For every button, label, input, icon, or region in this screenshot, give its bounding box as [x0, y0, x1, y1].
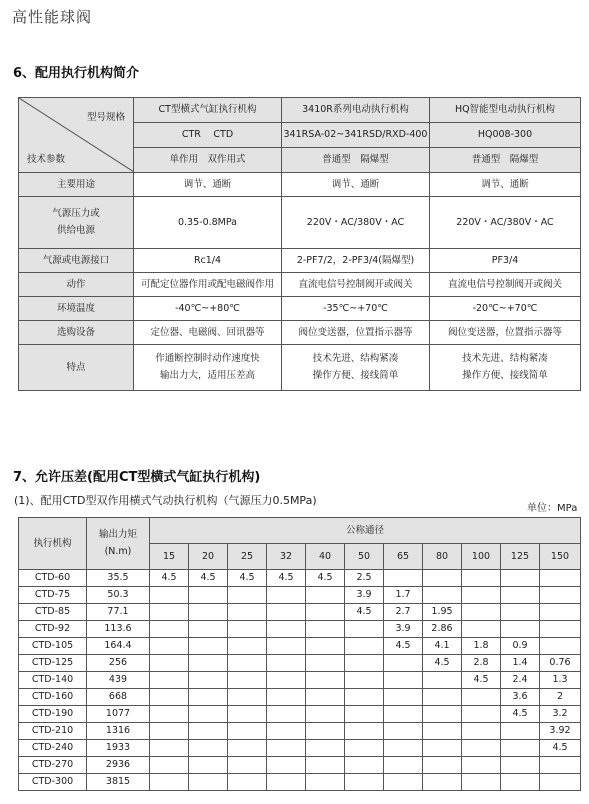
pressure-value: 4.5: [345, 604, 384, 621]
pressure-value: 3.6: [501, 689, 540, 706]
row-label: [19, 197, 134, 249]
pressure-value: [150, 604, 189, 621]
dn-header: 25: [228, 544, 267, 570]
pressure-value: [306, 706, 345, 723]
table-row: [19, 672, 581, 689]
pressure-value: [423, 689, 462, 706]
pressure-value: [228, 655, 267, 672]
pressure-value: [267, 740, 306, 757]
pressure-value: [306, 723, 345, 740]
table-cell: [430, 173, 581, 197]
pressure-value: [501, 774, 540, 791]
cell-line: 阀位变送器，位置指示器等: [298, 326, 413, 338]
table-cell: [430, 249, 581, 273]
pressure-value: [228, 672, 267, 689]
cell-line: 220V・AC/380V・AC: [456, 216, 554, 228]
pressure-value: [150, 757, 189, 774]
pressure-value: [540, 621, 581, 638]
cell-line: 操作方便、接线简单: [462, 370, 548, 381]
cell-line: 直流电信号控制阀开或阀关: [298, 278, 413, 290]
pressure-value: [228, 587, 267, 604]
header-mode: 普通型 隔爆型: [282, 147, 429, 172]
dn-header: 50: [345, 544, 384, 570]
table-cell: [134, 173, 282, 197]
pressure-value: [228, 621, 267, 638]
torque-value: 439: [87, 672, 150, 689]
header-model: HQ008-300: [430, 122, 580, 147]
pressure-value: 2.8: [462, 655, 501, 672]
pressure-value: [150, 723, 189, 740]
pressure-value: [306, 604, 345, 621]
actuator-model: CTD-140: [19, 672, 87, 689]
pressure-value: [462, 689, 501, 706]
pressure-value: [345, 757, 384, 774]
pressure-value: 4.5: [150, 570, 189, 587]
pressure-value: 3.9: [384, 621, 423, 638]
actuator-model: CTD-105: [19, 638, 87, 655]
actuator-model: CTD-240: [19, 740, 87, 757]
pressure-value: [384, 774, 423, 791]
header-type: HQ智能型电动执行机构: [454, 104, 556, 116]
cell-line: Rc1/4: [193, 254, 222, 266]
pressure-value: [384, 689, 423, 706]
table-row: [19, 570, 581, 587]
section7-title: 7、允许压差(配用CT型横式气缸执行机构): [13, 470, 261, 485]
pressure-value: [228, 604, 267, 621]
pressure-value: 4.5: [540, 740, 581, 757]
pressure-value: [189, 723, 228, 740]
pressure-value: [462, 621, 501, 638]
dn-header: 15: [150, 544, 189, 570]
torque-value: 77.1: [87, 604, 150, 621]
pressure-value: [267, 706, 306, 723]
cell-line: 气源压力或: [52, 208, 100, 220]
unit-label: 单位：MPa: [527, 503, 578, 514]
pressure-value: [345, 706, 384, 723]
torque-value: 1077: [87, 706, 150, 723]
pressure-value: 3.2: [540, 706, 581, 723]
torque-value: 35.5: [87, 570, 150, 587]
page-header-title: 高性能球阀: [12, 8, 93, 26]
cell-line: 动作: [66, 278, 86, 290]
torque-value: 1933: [87, 740, 150, 757]
table-cell: [134, 321, 282, 345]
pressure-value: [345, 638, 384, 655]
cell-line: 供给电源: [56, 225, 95, 236]
table-row: [19, 706, 581, 723]
actuator-column-header: [282, 98, 430, 173]
pressure-value: 2.5: [345, 570, 384, 587]
corner-cell: [19, 98, 134, 173]
pressure-value: [384, 570, 423, 587]
row-label: [19, 297, 134, 321]
pressure-value: [306, 672, 345, 689]
dn-header: 20: [189, 544, 228, 570]
pressure-value: [189, 706, 228, 723]
pressure-value: [423, 740, 462, 757]
pressure-value: [150, 621, 189, 638]
table-cell: [430, 197, 581, 249]
pressure-value: 1.4: [501, 655, 540, 672]
pressure-value: 4.5: [462, 672, 501, 689]
pressure-value: [306, 774, 345, 791]
pressure-value: [540, 570, 581, 587]
row-label: [19, 321, 134, 345]
actuator-model: CTD-60: [19, 570, 87, 587]
pressure-value: [267, 723, 306, 740]
actuator-header: 执行机构: [19, 518, 87, 570]
table-cell: [134, 273, 282, 297]
table-cell: [430, 273, 581, 297]
pressure-value: [306, 587, 345, 604]
cell-line: 可配定位器作用或配电磁阀作用: [140, 278, 274, 290]
table-cell: [282, 273, 430, 297]
dn-header: 80: [423, 544, 462, 570]
torque-value: 3815: [87, 774, 150, 791]
pressure-value: [189, 757, 228, 774]
table-row: [19, 587, 581, 604]
cell-line: 技术先进、结构紧凑: [462, 353, 548, 365]
cell-line: 定位器、电磁阀、回讯器等: [150, 326, 265, 338]
section7-subtitle: (1)、配用CTD型双作用横式气动执行机构（气源压力0.5MPa): [14, 494, 317, 507]
cell-line: 作通断控制时动作速度快: [155, 353, 260, 365]
actuator-model: CTD-125: [19, 655, 87, 672]
header-mode: 单作用 双作用式: [134, 147, 281, 172]
header-mode: 普通型 隔爆型: [430, 147, 580, 172]
pressure-value: [540, 638, 581, 655]
table-row: [19, 655, 581, 672]
table-row: [19, 273, 581, 297]
table-row: [19, 345, 581, 391]
pressure-value: [150, 689, 189, 706]
pressure-value: [501, 621, 540, 638]
pressure-value: [501, 723, 540, 740]
pressure-value: [423, 757, 462, 774]
table-row: [19, 638, 581, 655]
pressure-value: [540, 604, 581, 621]
cell-line: 选购设备: [56, 326, 95, 338]
row-label: [19, 173, 134, 197]
pressure-value: 4.5: [228, 570, 267, 587]
pressure-value: [267, 689, 306, 706]
pressure-value: [423, 587, 462, 604]
pressure-value: [501, 604, 540, 621]
table-cell: [134, 197, 282, 249]
table-cell: [282, 345, 430, 391]
table-cell: [282, 297, 430, 321]
torque-value: 113.6: [87, 621, 150, 638]
corner-top-label: 型号规格: [86, 112, 125, 123]
pressure-value: [462, 723, 501, 740]
pressure-value: [306, 689, 345, 706]
torque-value: 256: [87, 655, 150, 672]
pressure-value: [462, 757, 501, 774]
cell-line: 主要用途: [56, 178, 95, 190]
table-cell: [430, 345, 581, 391]
pressure-value: 1.8: [462, 638, 501, 655]
pressure-value: [501, 757, 540, 774]
pressure-value: [189, 604, 228, 621]
header-stack: [430, 98, 580, 172]
cell-line: 技术先进、结构紧凑: [312, 353, 399, 365]
pressure-value: [228, 757, 267, 774]
pressure-value: [345, 621, 384, 638]
pressure-diff-table: [18, 517, 581, 791]
pressure-value: [228, 740, 267, 757]
pressure-value: [540, 587, 581, 604]
pressure-value: [267, 655, 306, 672]
pressure-value: [462, 604, 501, 621]
pressure-value: [462, 570, 501, 587]
actuator-model: CTD-85: [19, 604, 87, 621]
pressure-value: [228, 638, 267, 655]
table-cell: [430, 321, 581, 345]
pressure-value: [501, 587, 540, 604]
cell-line: 0.35-0.8MPa: [177, 216, 237, 228]
table-cell: [282, 321, 430, 345]
pressure-value: [345, 774, 384, 791]
actuator-model: CTD-160: [19, 689, 87, 706]
cell-line: 2-PF7/2，2-PF3/4(隔爆型): [296, 254, 415, 266]
pressure-value: [462, 706, 501, 723]
pressure-value: [384, 757, 423, 774]
dn-header: 65: [384, 544, 423, 570]
cell-line: 调节、通断: [481, 178, 529, 190]
cell-line: -20℃~+70℃: [472, 302, 538, 314]
pressure-value: [189, 740, 228, 757]
pressure-value: 2.86: [423, 621, 462, 638]
torque-value: 2936: [87, 757, 150, 774]
table-header-row: [19, 518, 581, 544]
pressure-value: 1.7: [384, 587, 423, 604]
cell-line: 阀位变送器，位置指示器等: [447, 326, 562, 338]
torque-value: 1316: [87, 723, 150, 740]
pressure-value: 1.95: [423, 604, 462, 621]
pressure-value: [501, 740, 540, 757]
table-header-row: [19, 98, 581, 173]
table-cell: [134, 249, 282, 273]
table-row: [19, 249, 581, 273]
pressure-value: [267, 604, 306, 621]
cell-line: -40℃~+80℃: [175, 302, 240, 314]
pressure-value: [189, 655, 228, 672]
pressure-value: [267, 638, 306, 655]
table-cell: [282, 197, 430, 249]
section6-title: 6、配用执行机构简介: [13, 66, 140, 81]
pressure-value: [267, 757, 306, 774]
pressure-value: [150, 655, 189, 672]
pressure-value: [306, 655, 345, 672]
corner-bottom-label: 技术参数: [27, 154, 66, 166]
pressure-value: [384, 706, 423, 723]
pressure-value: 4.5: [423, 655, 462, 672]
dn-header: 125: [501, 544, 540, 570]
header-model: CTR CTD: [134, 122, 281, 147]
cell-line: 220V・AC/380V・AC: [306, 216, 405, 228]
cell-line: 调节、通断: [331, 178, 380, 190]
row-label: [19, 273, 134, 297]
pressure-value: 4.5: [384, 638, 423, 655]
header-stack: [282, 98, 429, 172]
table-row: [19, 774, 581, 791]
table-row: [19, 723, 581, 740]
pressure-value: [189, 774, 228, 791]
pressure-value: [423, 723, 462, 740]
table-row: [19, 604, 581, 621]
table-row: [19, 740, 581, 757]
pressure-value: [150, 587, 189, 604]
torque-value: 50.3: [87, 587, 150, 604]
table-cell: [134, 297, 282, 321]
pressure-value: [228, 689, 267, 706]
pressure-value: [462, 774, 501, 791]
pressure-value: [345, 689, 384, 706]
header-model: 341RSA-02~341RSD/RXD-400: [282, 122, 429, 147]
pressure-value: [423, 706, 462, 723]
table-row: [19, 173, 581, 197]
cell-line: 操作方便、接线简单: [312, 370, 399, 381]
torque-value: 164.4: [87, 638, 150, 655]
pressure-value: [423, 774, 462, 791]
pressure-value: [267, 774, 306, 791]
actuator-column-header: [430, 98, 581, 173]
pressure-value: [228, 723, 267, 740]
pressure-value: [189, 672, 228, 689]
row-label: [19, 345, 134, 391]
table-row: [19, 621, 581, 638]
pressure-value: [306, 757, 345, 774]
table-row: [19, 757, 581, 774]
cell-line: 环境温度: [56, 302, 95, 314]
pressure-value: [345, 655, 384, 672]
pressure-value: [150, 706, 189, 723]
pressure-value: [423, 672, 462, 689]
pressure-value: [345, 723, 384, 740]
pressure-value: [150, 774, 189, 791]
pressure-value: 4.5: [267, 570, 306, 587]
pressure-value: [189, 689, 228, 706]
pressure-value: 4.1: [423, 638, 462, 655]
pressure-value: [540, 774, 581, 791]
table-row: [19, 297, 581, 321]
pressure-value: 4.5: [189, 570, 228, 587]
pressure-value: [384, 723, 423, 740]
cell-line: 输出力矩: [98, 529, 137, 541]
dn-header: 32: [267, 544, 306, 570]
cell-line: 输出力大，适用压差高: [159, 370, 255, 381]
torque-value: 668: [87, 689, 150, 706]
pressure-value: [150, 740, 189, 757]
pressure-value: 4.5: [306, 570, 345, 587]
pressure-value: [462, 587, 501, 604]
cell-line: PF3/4: [491, 254, 519, 266]
actuator-column-header: [134, 98, 282, 173]
pressure-value: [306, 740, 345, 757]
pressure-value: 3.9: [345, 587, 384, 604]
cell-line: 气源或电源接口: [42, 254, 110, 266]
actuator-model: CTD-92: [19, 621, 87, 638]
actuator-model: CTD-300: [19, 774, 87, 791]
header-stack: [134, 98, 281, 172]
torque-header: [87, 518, 150, 570]
pressure-value: [189, 621, 228, 638]
table-cell: [430, 297, 581, 321]
table-row: [19, 197, 581, 249]
dn-header: 150: [540, 544, 581, 570]
table-row: [19, 321, 581, 345]
pressure-value: [423, 570, 462, 587]
cell-line: 特点: [66, 361, 86, 373]
nominal-diameter-header: 公称通径: [150, 518, 581, 544]
cell-line: 调节、通断: [183, 178, 232, 190]
pressure-value: 0.9: [501, 638, 540, 655]
table-row: [19, 689, 581, 706]
pressure-value: [306, 621, 345, 638]
dn-header: 100: [462, 544, 501, 570]
cell-line: -35℃~+70℃: [323, 302, 388, 314]
pressure-value: [306, 638, 345, 655]
actuator-intro-table: [18, 97, 581, 391]
row-label: [19, 249, 134, 273]
pressure-value: [189, 587, 228, 604]
pressure-value: 2.4: [501, 672, 540, 689]
pressure-value: 0.76: [540, 655, 581, 672]
pressure-value: [228, 706, 267, 723]
pressure-value: [384, 740, 423, 757]
table-cell: [282, 249, 430, 273]
pressure-value: [384, 655, 423, 672]
pressure-value: 2: [540, 689, 581, 706]
cell-line: 直流电信号控制阀开或阀关: [447, 278, 562, 290]
pressure-value: [462, 740, 501, 757]
pressure-value: [384, 672, 423, 689]
header-type: CT型横式气缸执行机构: [158, 104, 257, 116]
pressure-value: [189, 638, 228, 655]
cell-line: (N.m): [104, 546, 132, 557]
pressure-value: 1.3: [540, 672, 581, 689]
actuator-model: CTD-190: [19, 706, 87, 723]
dn-header: 40: [306, 544, 345, 570]
pressure-value: 3.92: [540, 723, 581, 740]
pressure-value: [345, 672, 384, 689]
pressure-value: [150, 672, 189, 689]
pressure-value: [267, 621, 306, 638]
actuator-model: CTD-270: [19, 757, 87, 774]
pressure-value: [228, 774, 267, 791]
table-cell: [134, 345, 282, 391]
pressure-value: 2.7: [384, 604, 423, 621]
table-cell: [282, 173, 430, 197]
pressure-value: [267, 672, 306, 689]
actuator-model: CTD-75: [19, 587, 87, 604]
actuator-model: CTD-210: [19, 723, 87, 740]
pressure-value: [540, 757, 581, 774]
header-type: 3410R系列电动执行机构: [302, 104, 409, 116]
pressure-value: [501, 570, 540, 587]
pressure-value: [345, 740, 384, 757]
pressure-value: [267, 587, 306, 604]
pressure-value: [150, 638, 189, 655]
pressure-value: 4.5: [501, 706, 540, 723]
